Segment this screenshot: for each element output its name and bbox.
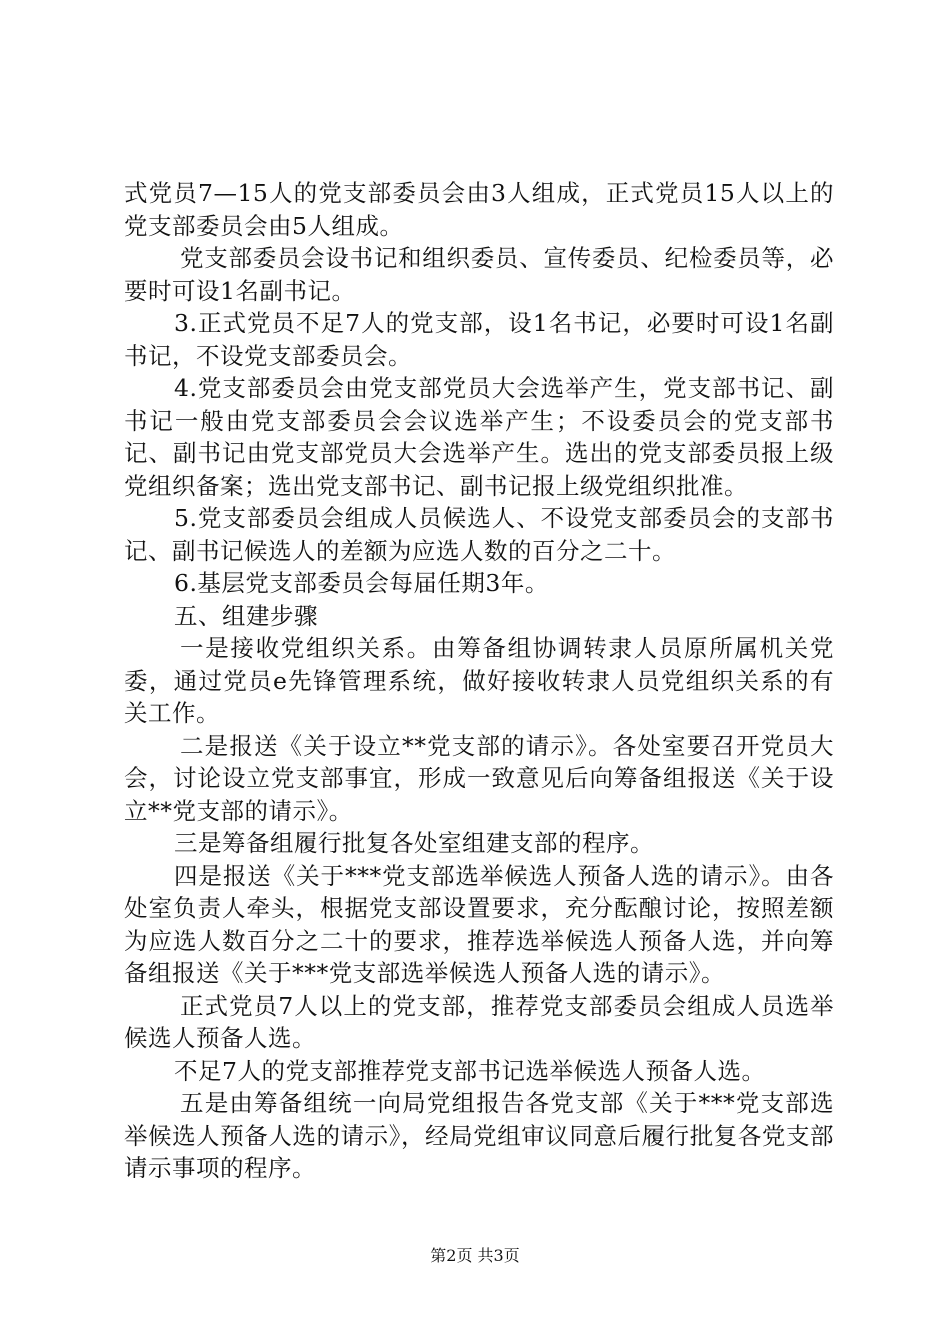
- paragraph-step-2: 二是报送《关于设立**党支部的请示》。各处室要召开党员大会，讨论设立党支部事宜，形成一致意见后向筹备组报送《关于设立**党支部的请示》。: [124, 731, 834, 825]
- paragraph-item-3: 3.正式党员不足7人的党支部，设1名书记，必要时可设1名副书记，不设党支部委员会。: [124, 309, 834, 370]
- paragraph-step-5: 五是由筹备组统一向局党组报告各党支部《关于***党支部选举候选人预备人选的请示》，经局党组审议同意后履行批复各党支部请示事项的程序。: [124, 1089, 834, 1182]
- paragraph-item-4: 4.党支部委员会由党支部党员大会选举产生，党支部书记、副书记一般由党支部委员会会议选举产生；不设委员会的党支部书记、副书记由党支部党员大会选举产生。选出的党支部委员报上级党组织备案；选出党支部书记、副书记报上级党组织批准。: [124, 374, 834, 500]
- paragraph-item-6: 6.基层党支部委员会每届任期3年。: [174, 569, 549, 597]
- paragraph-step-4-note-b: 不足7人的党支部推荐党支部书记选举候选人预备人选。: [174, 1056, 766, 1085]
- section-heading-steps: 五、组建步骤: [174, 601, 318, 630]
- paragraph-step-3: 三是筹备组履行批复各处室组建支部的程序。: [174, 829, 654, 857]
- paragraph-step-4-note-a: 正式党员7人以上的党支部，推荐党支部委员会组成人员选举候选人预备人选。: [124, 991, 834, 1052]
- paragraph-step-4: 四是报送《关于***党支部选举候选人预备人选的请示》。由各处室负责人牵头，根据党支部设置要求，充分酝酿讨论，按照差额为应选人数百分之二十的要求，推荐选举候选人预备人选，并向筹备组报送《关于***党支部选举候选人预备人选的请示》。: [124, 861, 834, 987]
- paragraph-step-1: 一是接收党组织关系。由筹备组协调转隶人员原所属机关党委，通过党员e先锋管理系统，做好接收转隶人员党组织关系的有关工作。: [124, 634, 834, 727]
- paragraph-committee-roles: 党支部委员会设书记和组织委员、宣传委员、纪检委员等，必要时可设1名副书记。: [124, 244, 834, 305]
- document-body: [124, 177, 834, 1185]
- page-footer: 第2页 共3页: [430, 1246, 520, 1265]
- paragraph-continuation: 式党员7—15人的党支部委员会由3人组成，正式党员15人以上的党支部委员会由5人组成。: [124, 179, 834, 240]
- paragraph-item-5: 5.党支部委员会组成人员候选人、不设党支部委员会的支部书记、副书记候选人的差额为应选人数的百分之二十。: [124, 504, 834, 565]
